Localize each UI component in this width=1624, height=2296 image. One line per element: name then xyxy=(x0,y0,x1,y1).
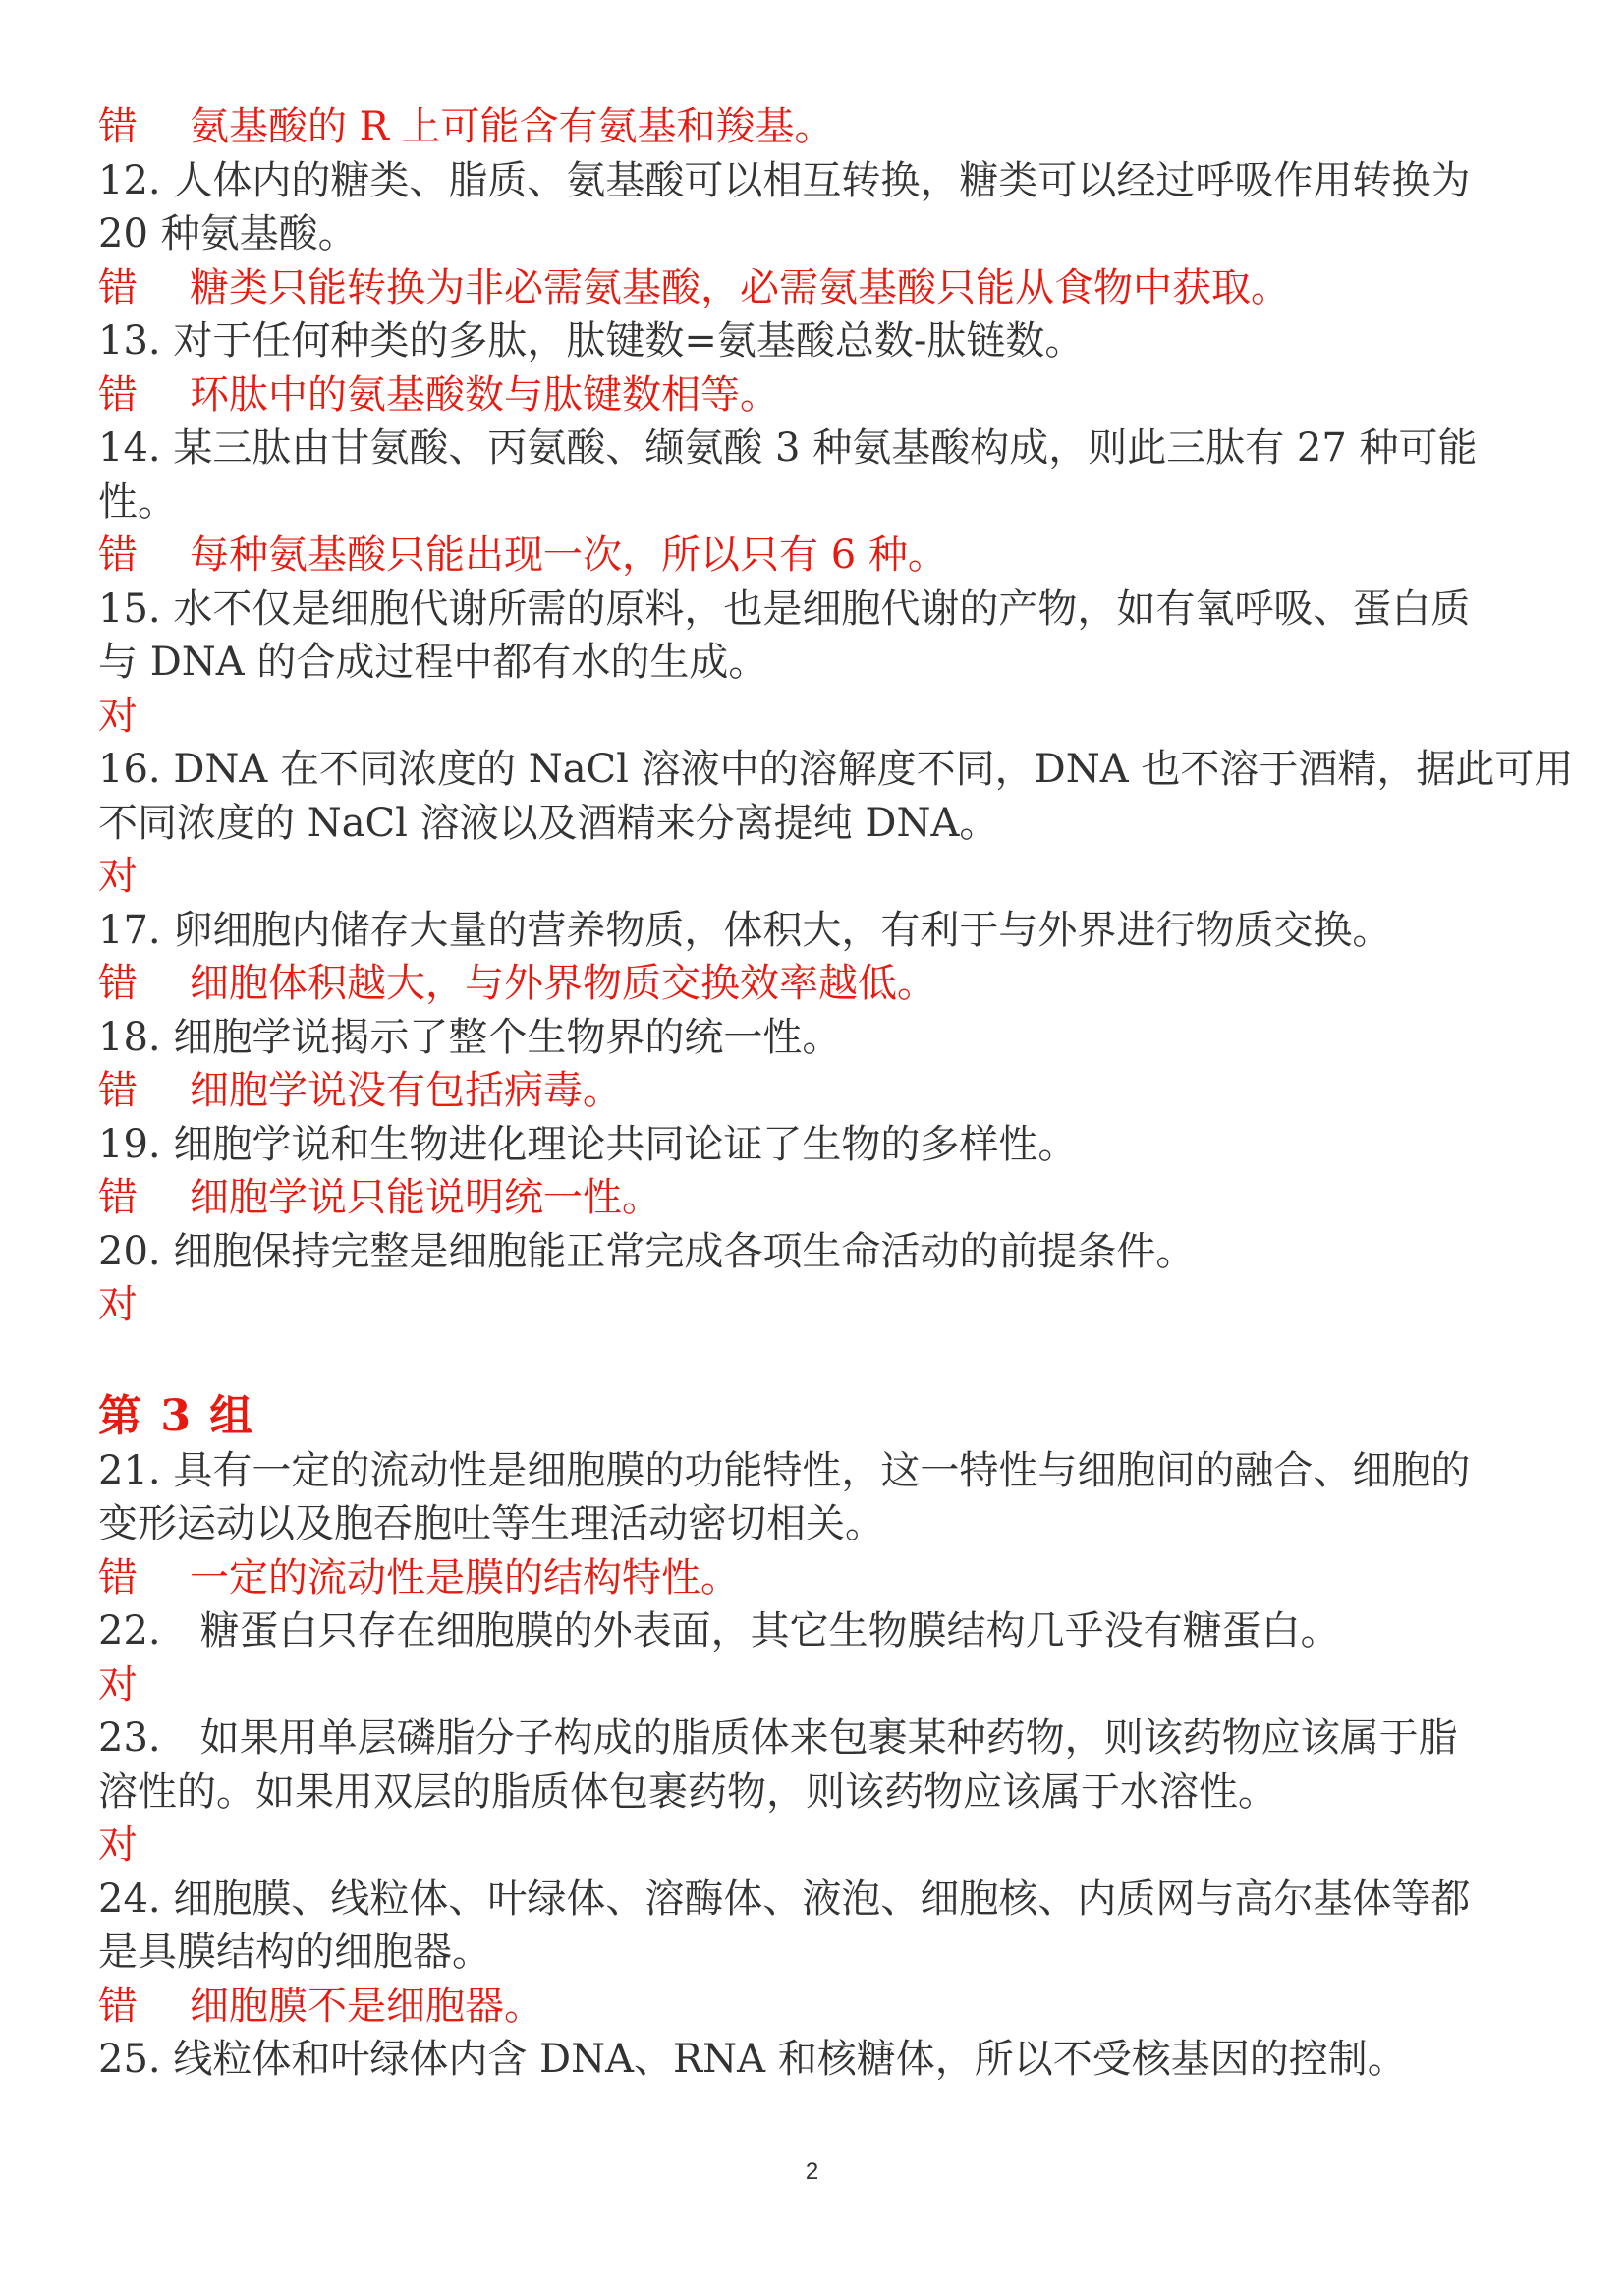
verdict-mark: 错 xyxy=(98,1983,138,2029)
question-line: 不同浓度的 NaCl 溶液以及酒精来分离提纯 DNA。 xyxy=(98,800,999,846)
answer-line xyxy=(98,1064,1533,1118)
answer-line xyxy=(98,957,1533,1011)
answer-line xyxy=(98,1171,1533,1225)
verdict-mark: 错 xyxy=(98,371,138,418)
question-line: 溶性的。如果用双层的脂质体包裹药物，则该药物应该属于水溶性。 xyxy=(98,1768,1277,1815)
question-line: 变形运动以及胞吞胞吐等生理活动密切相关。 xyxy=(98,1501,884,1546)
answer-explanation: 细胞学说没有包括病毒。 xyxy=(190,1068,622,1113)
verdict-mark: 错 xyxy=(98,1554,138,1600)
document-body xyxy=(98,100,1574,2087)
verdict-mark: 对 xyxy=(98,1661,138,1708)
section-gap xyxy=(98,1332,1533,1389)
question-line: 与 DNA 的合成过程中都有水的生成。 xyxy=(98,640,768,685)
question-line: 20. 细胞保持完整是细胞能正常完成各项生命活动的前提条件。 xyxy=(98,1228,1196,1274)
section-heading: 第 3 组 xyxy=(98,1390,255,1441)
question-line: 25. 线粒体和叶绿体内含 DNA、RNA 和核糖体，所以不受核基因的控制。 xyxy=(98,2037,1407,2082)
answer-line xyxy=(98,1819,1533,1873)
question-line: 14. 某三肽由甘氨酸、丙氨酸、缬氨酸 3 种氨基酸构成，则此三肽有 27 种可能 xyxy=(98,425,1478,471)
answer-line xyxy=(98,368,1533,422)
answer-explanation: 细胞体积越大，与外界物质交换效率越低。 xyxy=(190,961,936,1006)
verdict-mark: 对 xyxy=(98,693,138,739)
question-line: 22. 糖蛋白只存在细胞膜的外表面，其它生物膜结构几乎没有糖蛋白。 xyxy=(98,1608,1340,1653)
answer-explanation: 细胞膜不是细胞器。 xyxy=(190,1983,543,2029)
question-line: 16. DNA 在不同浓度的 NaCl 溶液中的溶解度不同，DNA 也不溶于酒精，据此可用 xyxy=(98,747,1574,792)
answer-line xyxy=(98,100,1533,154)
question-line: 19. 细胞学说和生物进化理论共同论证了生物的多样性。 xyxy=(98,1121,1078,1167)
answer-line xyxy=(98,1278,1533,1332)
question-line: 20 种氨基酸。 xyxy=(98,211,358,256)
question-line: 性。 xyxy=(98,478,177,525)
question-line: 24. 细胞膜、线粒体、叶绿体、溶酶体、液泡、细胞核、内质网与高尔基体等都 xyxy=(98,1876,1471,1922)
question-line: 23. 如果用单层磷脂分子构成的脂质体来包裹某种药物，则该药物应该属于脂 xyxy=(98,1715,1458,1761)
verdict-mark: 错 xyxy=(98,1068,138,1113)
answer-explanation: 一定的流动性是膜的结构特性。 xyxy=(190,1554,740,1600)
answer-explanation: 氨基酸的 R 上可能含有氨基和羧基。 xyxy=(190,104,834,149)
page-number: 2 xyxy=(805,2158,819,2185)
answer-line xyxy=(98,850,1533,904)
answer-line xyxy=(98,1980,1533,2034)
answer-line xyxy=(98,1658,1533,1712)
question-line: 12. 人体内的糖类、脂质、氨基酸可以相互转换，糖类可以经过呼吸作用转换为 xyxy=(98,157,1471,203)
question-line: 是具膜结构的细胞器。 xyxy=(98,1930,491,1975)
verdict-mark: 错 xyxy=(98,1175,138,1220)
answer-explanation: 环肽中的氨基酸数与肽键数相等。 xyxy=(190,371,779,418)
question-line: 17. 卵细胞内储存大量的营养物质，体积大，有利于与外界进行物质交换。 xyxy=(98,907,1392,953)
verdict-mark: 错 xyxy=(98,104,138,149)
verdict-mark: 错 xyxy=(98,532,138,578)
verdict-mark: 对 xyxy=(98,854,138,899)
answer-explanation: 每种氨基酸只能出现一次，所以只有 6 种。 xyxy=(190,532,947,578)
question-line: 18. 细胞学说揭示了整个生物界的统一性。 xyxy=(98,1014,842,1060)
verdict-mark: 错 xyxy=(98,961,138,1006)
verdict-mark: 对 xyxy=(98,1282,138,1327)
answer-line xyxy=(98,1551,1533,1605)
answer-line xyxy=(98,261,1533,315)
verdict-mark: 对 xyxy=(98,1822,138,1868)
question-line: 21. 具有一定的流动性是细胞膜的功能特性，这一特性与细胞间的融合、细胞的 xyxy=(98,1447,1471,1493)
verdict-mark: 错 xyxy=(98,264,138,310)
answer-explanation: 糖类只能转换为非必需氨基酸，必需氨基酸只能从食物中获取。 xyxy=(190,264,1290,310)
question-line: 13. 对于任何种类的多肽，肽键数=氨基酸总数-肽链数。 xyxy=(98,318,1085,364)
question-line: 15. 水不仅是细胞代谢所需的原料，也是细胞代谢的产物，如有氧呼吸、蛋白质 xyxy=(98,586,1471,632)
answer-explanation: 细胞学说只能说明统一性。 xyxy=(190,1175,661,1220)
answer-line xyxy=(98,529,1533,583)
answer-line xyxy=(98,690,1533,744)
